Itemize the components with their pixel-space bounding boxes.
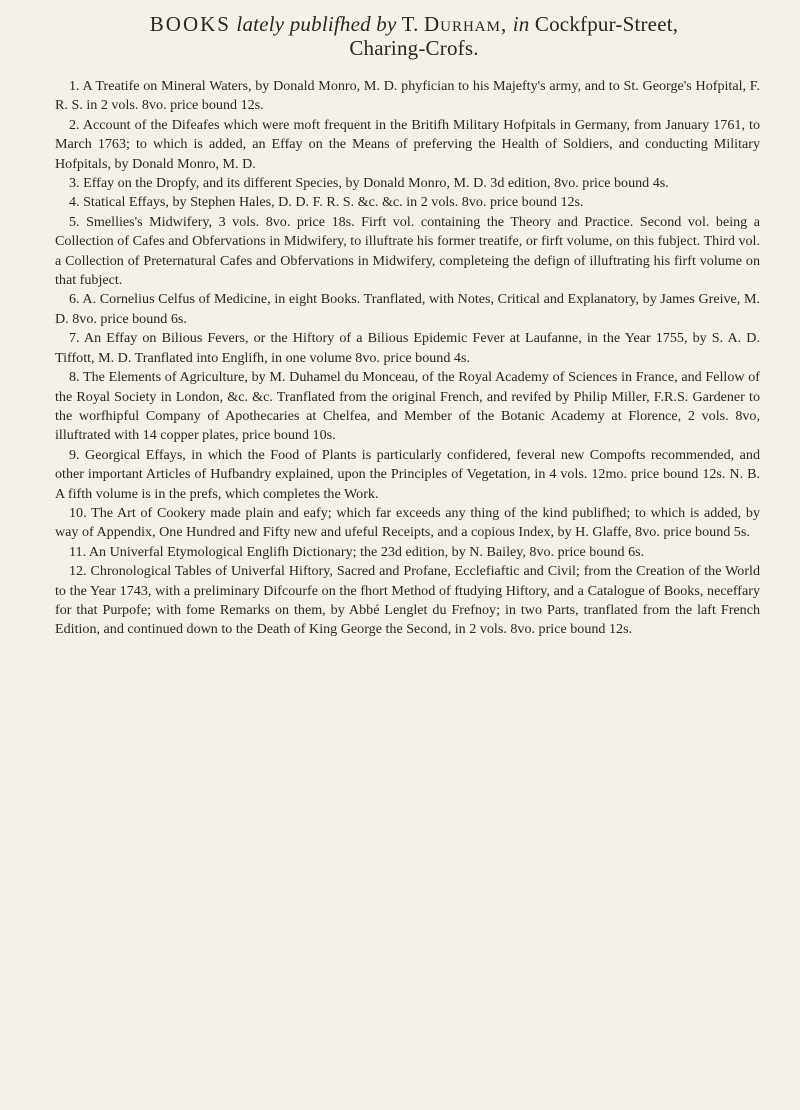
- heading-place: Charing-Crofs.: [349, 36, 479, 60]
- heading-line-1: [88, 12, 740, 36]
- page-heading: [88, 12, 740, 60]
- heading-in: in: [512, 12, 530, 36]
- book-list: [55, 77, 760, 640]
- heading-initial: T.: [401, 12, 419, 36]
- book-entry-12: 12. Chronological Tables of Univerfal Hiftory, Sacred and Profane, Ecclefiaftic and Civil; from the Creation of the World to the Year 1743, with a preliminary Difcourfe on the fhort Method of ftudying Hiftory, and a Catalogue of Books, neceffary for that Purpofe; with fome Remarks on them, by Abbé Lenglet du Frefnoy; in two Parts, tranflated from the laft French Edition, and continued down to the Death of King George the Second, in 2 vols. 8vo. price bound 12s.: [55, 563, 760, 638]
- book-entry-2: 2. Account of the Difeafes which were moft frequent in the Britifh Military Hofpitals in Germany, from January 1761, to March 1763; to which is added, an Effay on the Means of preferving the Health of Soldiers, and conducting Military Hofpitals, by Donald Monro, M. D.: [55, 116, 760, 172]
- book-entry-8: 8. The Elements of Agriculture, by M. Duhamel du Monceau, of the Royal Academy of Sciences in France, and Fellow of the Royal Society in London, &c. &c. Tranflated from the original French, and revifed by Philip Miller, F.R.S. Gardener to the worfhipful Company of Apothecaries at Chelfea, and Member of the Botanic Academy at Florence, 2 vols. 8vo, illuftrated with 14 copper plates, price bound 10s.: [55, 369, 760, 444]
- book-entry-7: 7. An Effay on Bilious Fevers, or the Hiftory of a Bilious Epidemic Fever at Laufanne, in the Year 1755, by S. A. D. Tiffott, M. D. Tranflated into Englifh, in one volume 8vo. price bound 4s.: [55, 330, 760, 366]
- book-entry-10: 10. The Art of Cookery made plain and eafy; which far exceeds any thing of the kind publifhed; to which is added, by way of Appendix, One Hundred and Fifty new and ufeful Receipts, and a copious Index, by H. Glaffe, 8vo. price bound 5s.: [55, 504, 760, 541]
- heading-publisher: Durham,: [423, 12, 508, 36]
- book-entry-9: 9. Georgical Effays, in which the Food of Plants is particularly confidered, feveral new Compofts recommended, and other important Articles of Hufbandry explained, upon the Principles of Vegetation, in 4 vols. 12mo. price bound 12s. N. B. A fifth volume is in the prefs, which completes the Work.: [55, 446, 760, 502]
- heading-books: BOOKS: [149, 12, 231, 36]
- book-entry-11: 11. An Univerfal Etymological Englifh Dictionary; the 23d edition, by N. Bailey, 8vo. price bound 6s.: [69, 543, 645, 560]
- book-entry-5: 5. Smellies's Midwifery, 3 vols. 8vo. price 18s. Firft vol. containing the Theory and Practice. Second vol. being a Collection of Cafes and Obfervations in Midwifery, to illuftrate his former treatife, or firft volume, on this fubject. Third vol. a Collection of Preternatural Cafes and Obfervations in Midwifery, completeing the defign of illuftrating his firft volume on that fubject.: [55, 213, 760, 289]
- book-entry-4: 4. Statical Effays, by Stephen Hales, D. D. F. R. S. &c. &c. in 2 vols. 8vo. price bound 12s.: [69, 194, 584, 211]
- book-entry-1: 1. A Treatife on Mineral Waters, by Donald Monro, M. D. phyfician to his Majefty's army, and to St. George's Hofpital, F. R. S. in 2 vols. 8vo. price bound 12s.: [55, 78, 760, 114]
- heading-street: Cockfpur-Street,: [534, 12, 679, 36]
- heading-lately: lately publifhed by: [236, 12, 397, 36]
- book-entry-3: 3. Effay on the Dropfy, and its different Species, by Donald Monro, M. D. 3d edition, 8vo. price bound 4s.: [69, 175, 669, 192]
- book-entry-6: 6. A. Cornelius Celfus of Medicine, in eight Books. Tranflated, with Notes, Critical and Explanatory, by James Greive, M. D. 8vo. price bound 6s.: [55, 291, 760, 327]
